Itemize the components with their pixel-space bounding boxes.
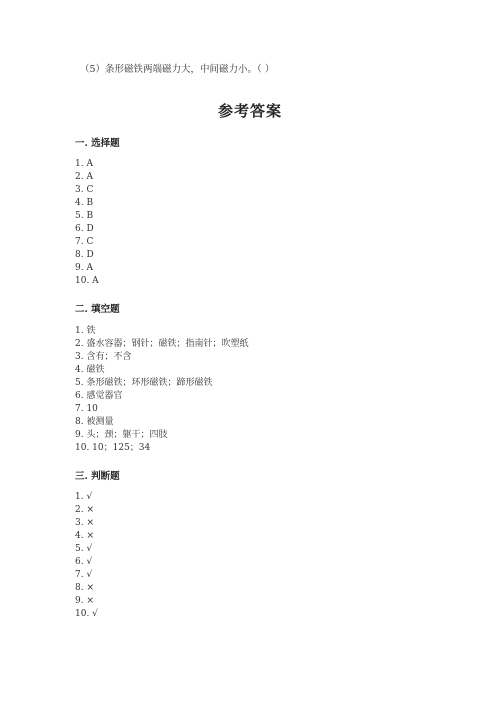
section-heading-fill: 二. 填空题 [75,304,120,315]
list-item: 7. √ [75,570,93,580]
list-item: 7. C [75,237,94,247]
list-item: 1. 铁 [75,326,96,336]
list-item: 1. √ [75,492,93,502]
list-item: 6. D [75,224,94,234]
question-5-text: （5）条形磁铁两端磁力大，中间磁力小。（ ） [80,64,275,75]
list-item: 3. 含有；不含 [75,352,132,362]
section-heading-choice: 一. 选择题 [75,138,120,149]
list-item: 5. √ [75,544,93,554]
list-item: 10. A [75,276,99,286]
list-item: 9. × [75,596,94,606]
list-item: 2. × [75,505,94,515]
list-item: 10. 10；125；34 [75,443,151,453]
list-item: 9. 头；颈；躯干；四肢 [75,430,168,440]
list-item: 3. C [75,185,94,195]
list-item: 4. B [75,198,94,208]
list-item: 6. 感觉器官 [75,391,123,401]
list-item: 8. 被测量 [75,417,114,427]
list-item: 6. √ [75,557,93,567]
list-item: 1. A [75,159,93,169]
list-item: 5. 条形磁铁；环形磁铁；蹄形磁铁 [75,378,213,388]
answer-key-title: 参考答案 [217,102,282,120]
list-item: 2. 盛水容器；钢针；磁铁；指南针；吹塑纸 [75,339,249,349]
list-item: 7. 10 [75,404,98,414]
list-item: 10. √ [75,609,98,619]
fill-answer-list [75,325,248,455]
judge-answer-list [75,491,98,621]
list-item: 4. × [75,531,94,541]
list-item: 4. 磁铁 [75,365,105,375]
list-item: 5. B [75,211,94,221]
list-item: 2. A [75,172,93,182]
section-heading-judge: 三. 判断题 [75,471,120,482]
list-item: 3. × [75,518,94,528]
choice-answer-list [75,158,99,288]
list-item: 9. A [75,263,93,273]
list-item: 8. × [75,583,94,593]
list-item: 8. D [75,250,94,260]
